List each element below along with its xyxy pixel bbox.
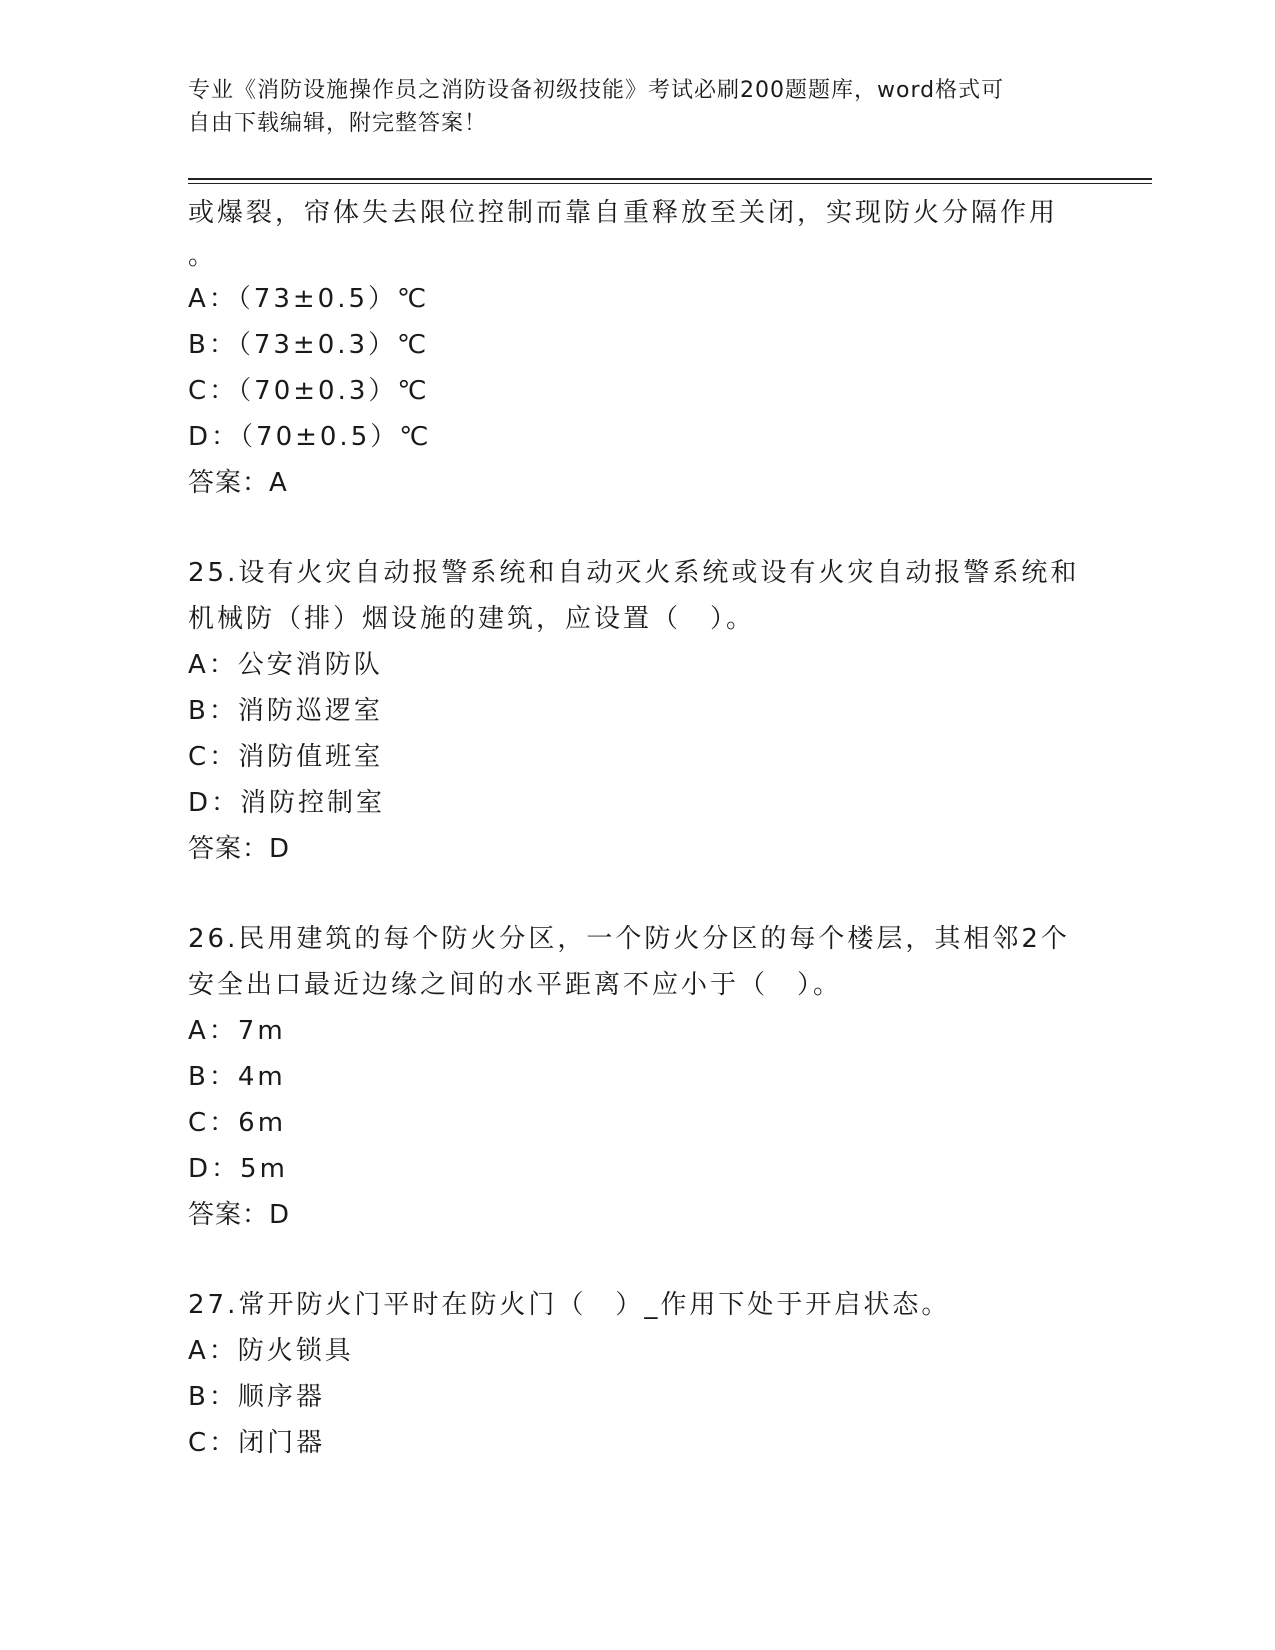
option-c: C：闭门器 xyxy=(188,1428,326,1458)
option-c: C：消防值班室 xyxy=(188,742,384,772)
header-line-2: 自由下载编辑，附完整答案！ xyxy=(188,111,488,136)
option-b: B：顺序器 xyxy=(188,1382,325,1412)
header-line-1: 专业《消防设施操作员之消防设备初级技能》考试必刷200题题库，word格式可 xyxy=(188,78,1005,103)
option-a: A：（73±0.5）℃ xyxy=(188,284,430,314)
option-d: D：（70±0.5）℃ xyxy=(188,422,432,452)
option-b: B：消防巡逻室 xyxy=(188,696,383,726)
header-divider-thick xyxy=(188,178,1152,180)
question-stem-line: 或爆裂，帘体失去限位控制而靠自重释放至关闭，实现防火分隔作用 xyxy=(188,198,1059,228)
option-c: C：6m xyxy=(188,1108,287,1138)
answer: 答案：D xyxy=(188,1200,291,1230)
question-stem-line: 机械防（排）烟设施的建筑，应设置（ ）。 xyxy=(188,604,756,634)
question-26 xyxy=(188,916,1088,1238)
question-spacer xyxy=(188,506,1088,550)
question-stem-line: 。 xyxy=(188,241,218,271)
document-header xyxy=(188,74,1088,140)
option-d: D：消防控制室 xyxy=(188,788,386,818)
option-d: D：5m xyxy=(188,1154,288,1184)
question-stem-line: 安全出口最近边缘之间的水平距离不应小于（ ）。 xyxy=(188,970,843,1000)
question-stem-line: 27.常开防火门平时在防火门（ ）_作用下处于开启状态。 xyxy=(188,1290,951,1320)
option-b: B：（73±0.3）℃ xyxy=(188,330,430,360)
question-27 xyxy=(188,1282,1088,1466)
question-24-continuation xyxy=(188,190,1088,506)
option-a: A：公安消防队 xyxy=(188,650,383,680)
option-a: A：7m xyxy=(188,1016,286,1046)
option-a: A：防火锁具 xyxy=(188,1336,354,1366)
question-spacer xyxy=(188,872,1088,916)
question-stem-line: 25.设有火灾自动报警系统和自动灭火系统或设有火灾自动报警系统和 xyxy=(188,558,1080,588)
question-stem-line: 26.民用建筑的每个防火分区，一个防火分区的每个楼层，其相邻2个 xyxy=(188,924,1070,954)
header-divider-thin xyxy=(188,183,1152,184)
question-content xyxy=(188,190,1088,1466)
answer: 答案：A xyxy=(188,468,288,498)
question-25 xyxy=(188,550,1088,872)
option-b: B：4m xyxy=(188,1062,286,1092)
question-spacer xyxy=(188,1238,1088,1282)
answer: 答案：D xyxy=(188,834,291,864)
option-c: C：（70±0.3）℃ xyxy=(188,376,430,406)
